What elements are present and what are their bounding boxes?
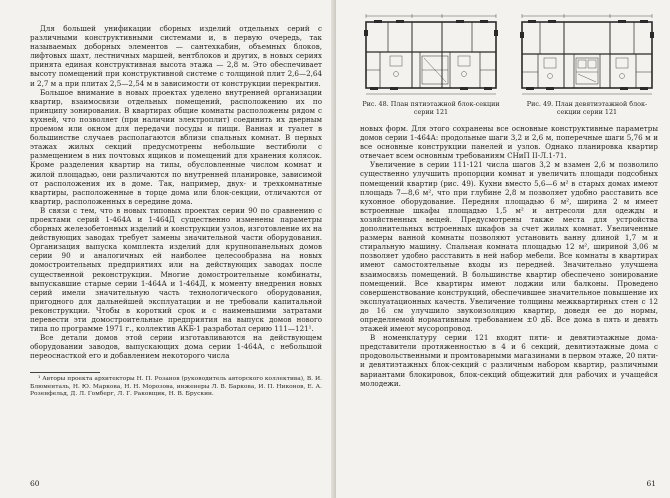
- paragraph: В номенклатуру серии 121 входят пяти- и девятиэтажные дома-представители протяженностью в 4 и 6 секций, девятиэтажные дома с продовольственными и промтоварными магазинами в первом этаже, 20 пяти- и девятиэтажных блок-секций с различным набором квартир, различными вариантами блокировок, блок-секций общежитий для рабочих и учащейся молодежи.: [360, 333, 658, 388]
- paragraph: Увеличение в серии 111-121 числа шагов 3,2 м взамен 2,6 м позволило существенно улучшить пропорции комнат и увеличить площади подсобных помещений квартир (рис. 49). Кухни вместо 5,6—6 м² в старых домах имеют площадь 7—8,6 м², что при глубине 2,8 м позволяет удобно расставить все кухонное оборудование. Передняя площадью 6 м², ширина 2 м имеет встроенные шкафы площадью 1,5 м² и антресоли для одежды и хозяйственных вещей. Предусмотрены также места для устройства дополнительных встроенных шкафов за счет жилых комнат. Увеличенные размеры ванной комнаты позволяют установить ванну длиной 1,7 м и стиральную машину. Спальная комната площадью 12 м², шириной 3,06 м позволяет удобно расставить в ней набор мебели. Все комнаты в квартирах имеют самостоятельные входы из передней. Значительно улучшена взаимосвязь помещений. В большинстве квартир обеспечено зонирование помещений. Все квартиры имеют лоджии или балконы. Проведено совершенствование конструкций, обеспечившее значительное повышение их эксплуатационных качеств. Увеличение толщины межквартирных стен с 12 до 16 см улучшило звукоизоляцию квартир, доведя ее до нормы, определяемой нормативным требованием ±0 дБ. Все дома в пять и девять этажей имеют мусоропровод.: [360, 160, 658, 334]
- paragraph: новых форм. Для этого сохранены все основные конструктивные параметры домов серии 1-464А: продольные шаги 3,2 и 2,6 м, поперечные шаги 5,76 м и все основные конструкции панелей и узлов. Однако планировка квартир отвечает всем основным требованиям СНиП II-Л.1-71.: [360, 124, 658, 161]
- figure-caption: Рис. 48. План пятиэтажной блок-секции серии 121: [362, 100, 500, 116]
- right-page: [336, 0, 670, 498]
- paragraph: Все детали домов этой серии изготавливаются на действующем оборудовании заводов, выпускающих дома серии 1-464А, с небольшой переоснасткой его и добавлением некоторого числа: [30, 333, 322, 361]
- paragraph: Большое внимание в новых проектах уделено внутренней организации квартир, взаимосвязи отдельных помещений, расположению их по принципу зонирования. В квартирах общие комнаты расположены рядом с кухней, что позволяет (при наличии электроплит) соединить их дверным проемом или окном для передачи посуды и пищи. Ванная и туалет в большинстве случаев располагаются вблизи спальных комнат. В первых этажах жилых секций предусмотрены небольшие вестибюли с размещением в них почтовых ящиков и помещений для хранения колясок. Кроме разделения квартир на типы, обусловленные числом комнат и жилой площадью, они различаются по внутренней планировке, зависимой от расположения их в доме. Так, например, двух- и трехкомнатные квартиры, расположенные в торце дома или блок-секции, отличаются от квартир, расположенных в середине дома.: [30, 87, 322, 206]
- paragraph: В связи с тем, что в новых типовых проектах серии 90 по сравнению с проектами серий 1-464А и 1-464Д существенно изменены параметры сборных железобетонных изделий и конструкции узлов, изготовление их на действующих заводах требует замены значительной части оборудования. Организация выпуска комплекта изделий для крупнопанельных домов серии 90 и аналогичных ей наиболее целесообразна на новых домостроительных предприятиях или на действующих заводах после существенной реконструкции. Многие домостроительные комбинаты, выпускавшие старые серии 1-464А и 1-464Д, к моменту внедрения новых серий имели значительную часть технологического оборудования, пригодного для дальнейшей эксплуатации и не требовали капитальной реконструкции. Чтобы в короткий срок и с наименьшими затратами перевести эти домостроительные предприятия на выпуск домов нового типа по программе 1971 г., коллектив АКБ-1 разработал серию 111—121¹.: [30, 205, 322, 334]
- footnote: ¹ Авторы проекта архитекторы Н. П. Розанов (руководитель авторского коллектива), В. И. Блюменталь, Н. Ю. Маркова, Н. Н. Морозова, инженеры Л. В. Баркова, И. П. Никонов, Е. А. Розенфельд, Д. Л. Гомберг, Л. Г. Раковщик, Н. В. Брускин.: [30, 376, 322, 398]
- figure-caption: Рис. 49. План девятиэтажной блок-секции серии 121: [526, 100, 648, 116]
- figure-49: [516, 12, 658, 124]
- page-number: 61: [646, 479, 656, 488]
- figure-48: [360, 12, 502, 124]
- floor-plan-9-storey-drawing: [516, 12, 658, 98]
- page-number: 60: [30, 479, 40, 488]
- paragraph: Для большей унификации сборных изделий отдельных серий с различными конструктивными системами и, в первую очередь, так называемых доборных элементов — сантехкабин, объемных блоков, лифтовых шахт, лестничных маршей, вентблоков и других, в новых сериях принята единая конструктивная высота этажа — 2,8 м. Это обеспечивает высоту помещений при конструктивной системе с толщиной плит 2,6—2,64 и 2,7 м а при плитах 2,5—2,54 м в зависимости от конструкции перекрытия.: [30, 24, 322, 88]
- footnote-divider: [30, 372, 100, 373]
- figures-row: [360, 12, 658, 124]
- floor-plan-5-storey-drawing: [360, 12, 502, 98]
